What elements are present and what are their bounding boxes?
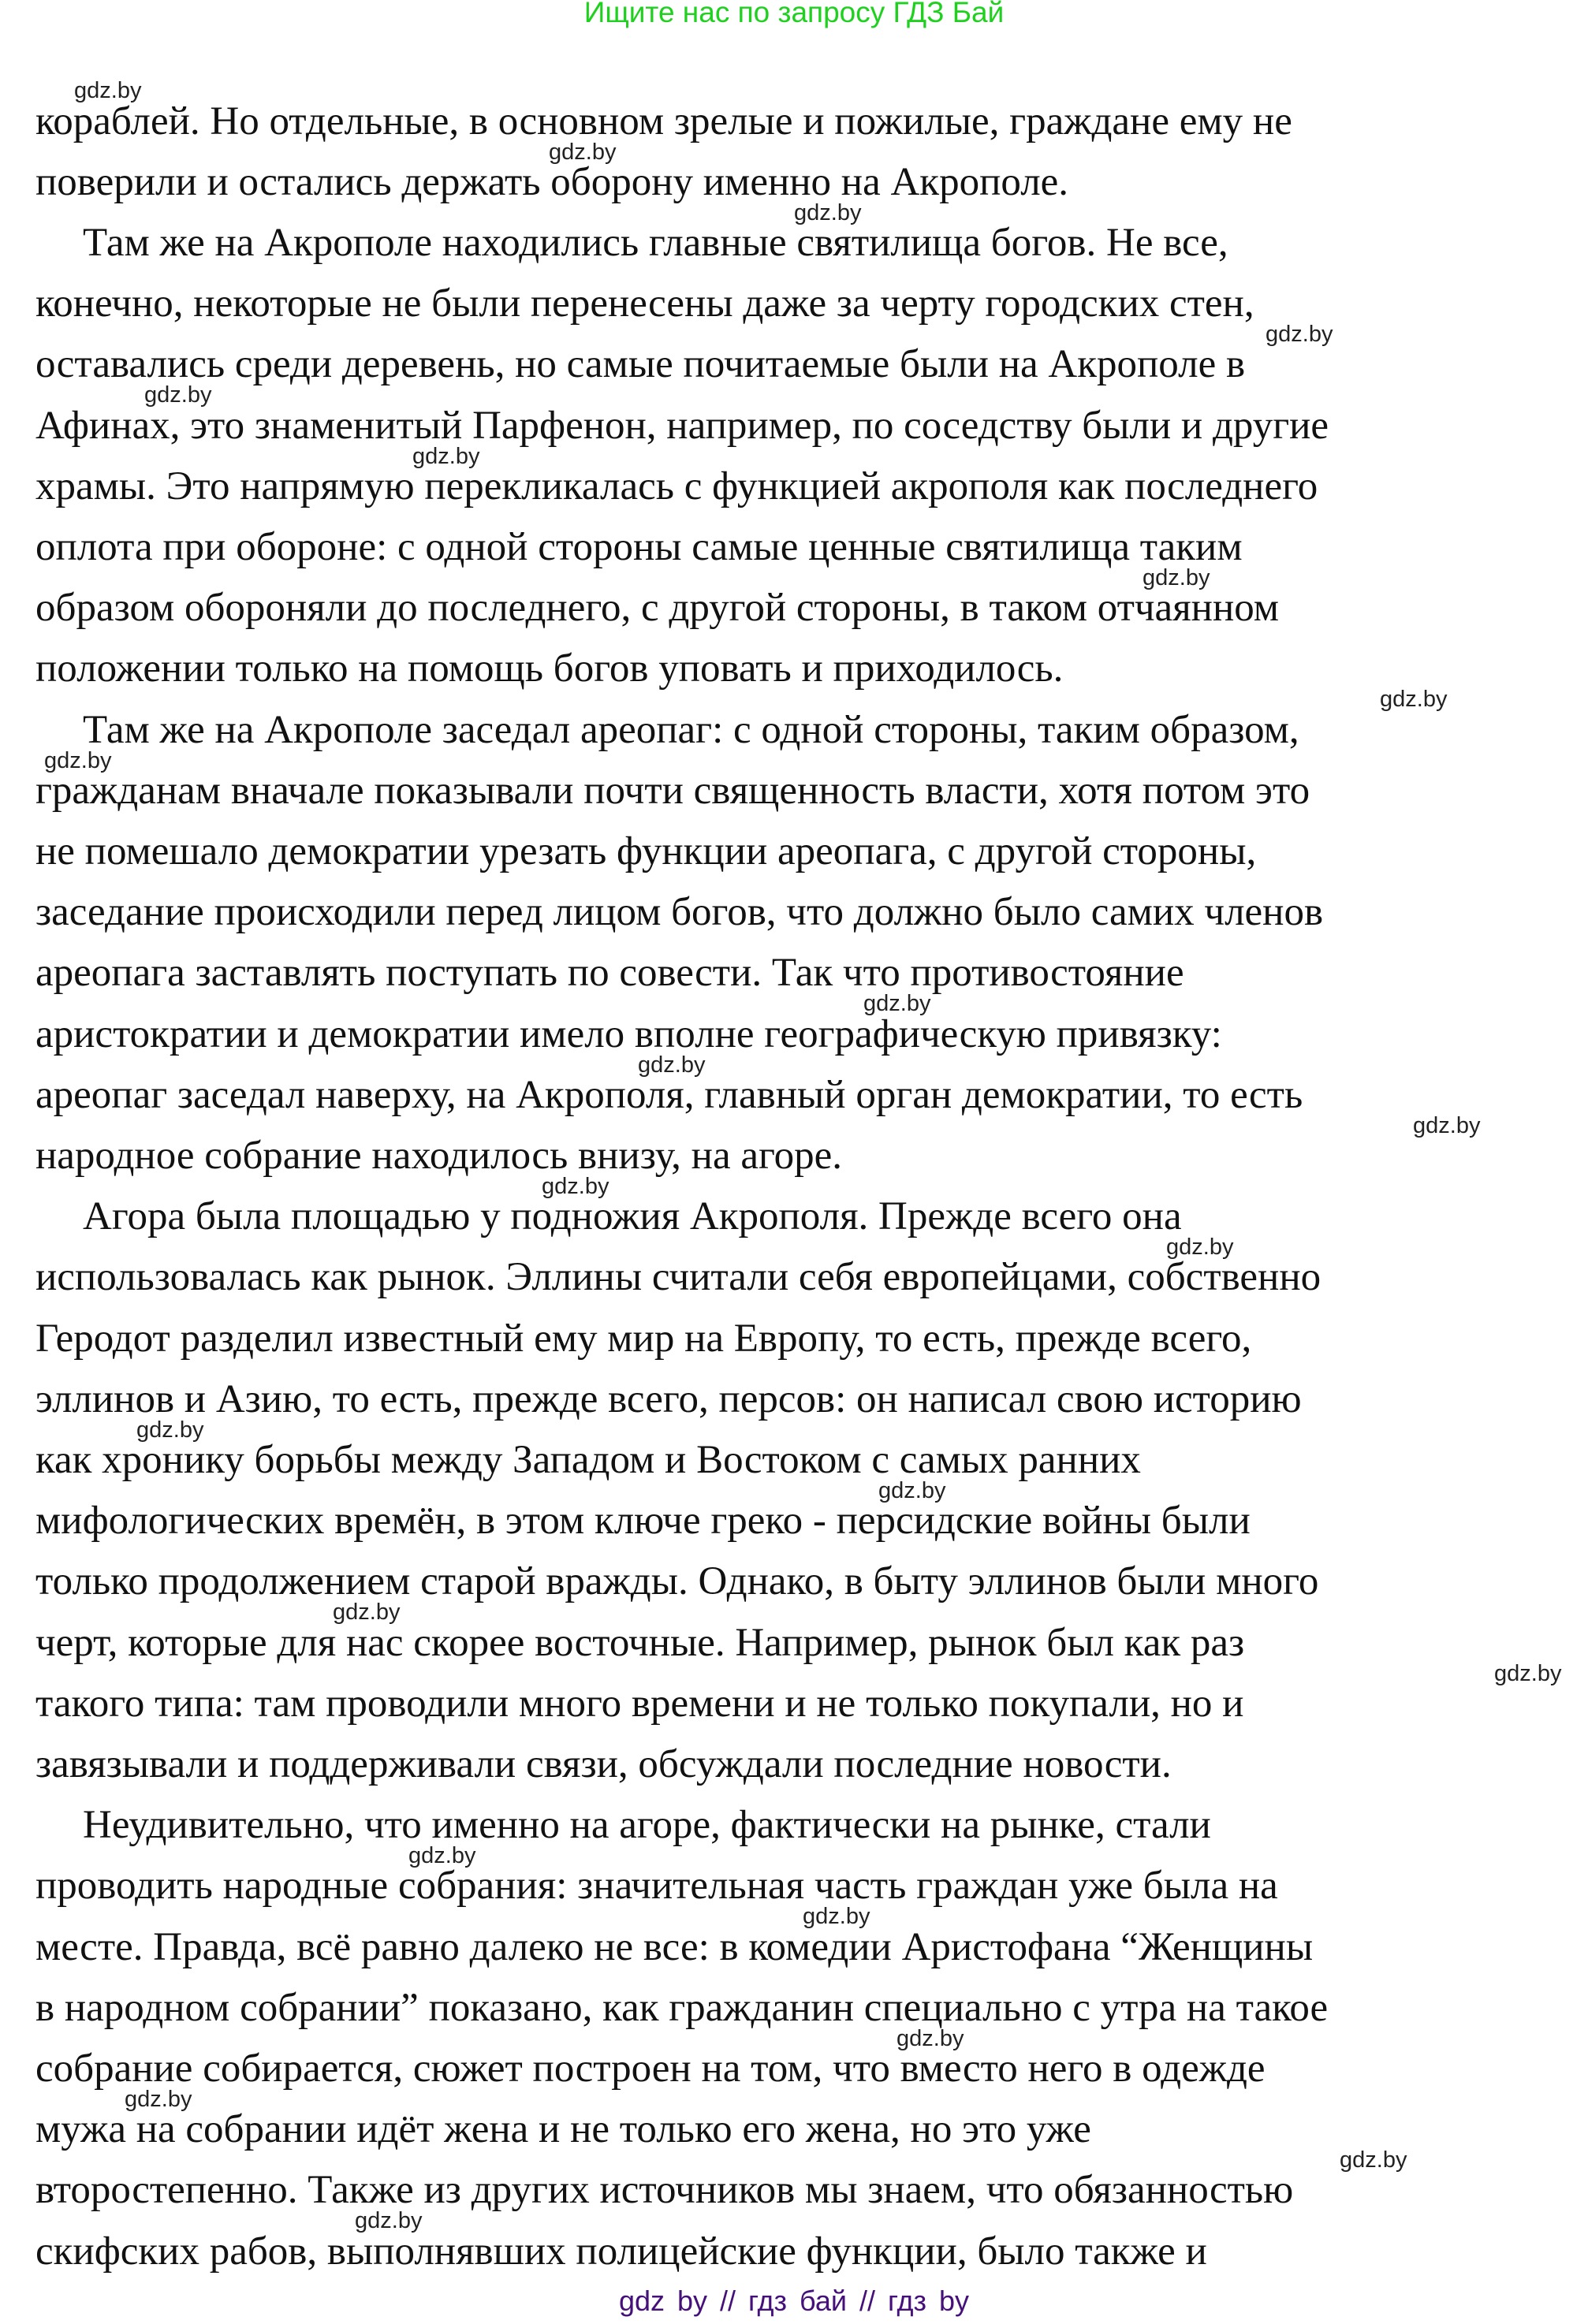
watermark-text: gdz.by xyxy=(794,199,862,225)
text-line: народное собрание находилось внизу, на агоре. xyxy=(35,1133,843,1178)
text-line: храмы. Это напрямую перекликалась с функцией акрополя как последнего xyxy=(35,464,1318,508)
text-line: скифских рабов, выполнявших полицейские функции, было также и xyxy=(35,2229,1207,2274)
search-banner: Ищите нас по запросу ГДЗ Бай xyxy=(583,0,1005,28)
text-line: как хронику борьбы между Западом и Востоком с самых ранних xyxy=(35,1437,1141,1482)
text-line: второстепенно. Также из других источников мы знаем, что обязанностью xyxy=(35,2168,1294,2213)
text-line: оплота при обороне: с одной стороны самые ценные святилища таким xyxy=(35,524,1243,569)
text-line: гражданам вначале показывали почти священность власти, хотя потом это xyxy=(35,768,1310,813)
text-line: завязывали и поддерживали связи, обсуждали последние новости. xyxy=(35,1741,1172,1786)
watermark-text: gdz.by xyxy=(1143,564,1210,590)
watermark-text: gdz.by xyxy=(1413,1112,1481,1138)
watermark-text: gdz.by xyxy=(333,1600,401,1626)
text-line: ареопага заставлять поступать по совести. Так что противостояние xyxy=(35,951,1184,996)
watermark-text: gdz.by xyxy=(1166,1235,1234,1261)
footer-watermark: gdz by // гдз бай // гдз by xyxy=(618,2285,970,2317)
text-line: мифологических времён, в этом ключе греко - персидские войны были xyxy=(35,1499,1251,1544)
watermark-text: gdz.by xyxy=(144,382,212,408)
text-line: положении только на помощь богов уповать и приходилось. xyxy=(35,646,1064,691)
text-line: оставались среди деревень, но самые почитаемые были на Акрополе в xyxy=(35,342,1246,387)
text-line: собрание собирается, сюжет построен на том, что вместо него в одежде xyxy=(35,2046,1266,2091)
watermark-text: gdz.by xyxy=(1340,2147,1407,2173)
watermark-text: gdz.by xyxy=(803,1904,870,1930)
watermark-text: gdz.by xyxy=(638,1052,706,1078)
text-line: Геродот разделил известный ему мир на Европу, то есть, прежде всего, xyxy=(35,1316,1252,1361)
text-line: эллинов и Азию, то есть, прежде всего, персов: он написал свою историю xyxy=(35,1376,1302,1421)
paragraph-first-line: Неудивительно, что именно на агоре, фактически на рынке, стали xyxy=(83,1803,1211,1848)
watermark-text: gdz.by xyxy=(74,78,142,104)
watermark-text: gdz.by xyxy=(542,1173,609,1199)
text-line: поверили и остались держать оборону именно на Акрополе. xyxy=(35,159,1069,204)
text-line: черт, которые для нас скорее восточные. Например, рынок был как раз xyxy=(35,1620,1245,1665)
text-line: проводить народные собрания: значительная часть граждан уже была на xyxy=(35,1864,1278,1909)
paragraph-first-line: Агора была площадью у подножия Акрополя. Прежде всего она xyxy=(83,1194,1182,1239)
text-line: мужа на собрании идёт жена и не только его жена, но это уже xyxy=(35,2107,1091,2152)
watermark-text: gdz.by xyxy=(1380,687,1448,713)
text-line: только продолжением старой вражды. Однако, в быту эллинов были много xyxy=(35,1559,1319,1604)
text-line: месте. Правда, всё равно далеко не все: в комедии Аристофана “Женщины xyxy=(35,1924,1314,1969)
watermark-text: gdz.by xyxy=(44,747,112,773)
watermark-text: gdz.by xyxy=(897,2025,964,2051)
watermark-text: gdz.by xyxy=(408,1843,476,1869)
watermark-text: gdz.by xyxy=(355,2208,423,2234)
text-line: в народном собрании” показано, как гражданин специально с утра на такое xyxy=(35,1985,1329,2030)
watermark-text: gdz.by xyxy=(412,443,480,469)
paragraph-first-line: Там же на Акрополе заседал ареопаг: с одной стороны, таким образом, xyxy=(83,707,1299,752)
text-line: не помешало демократии урезать функции ареопага, с другой стороны, xyxy=(35,829,1257,873)
watermark-text: gdz.by xyxy=(136,1417,204,1443)
text-line: образом обороняли до последнего, с другой стороны, в таком отчаянном xyxy=(35,586,1280,631)
text-line: такого типа: там проводили много времени и не только покупали, но и xyxy=(35,1681,1244,1726)
text-line: кораблей. Но отдельные, в основном зрелые и пожилые, граждане ему не xyxy=(35,99,1292,143)
watermark-text: gdz.by xyxy=(878,1477,946,1503)
text-line: Афинах, это знаменитый Парфенон, например, по соседству были и другие xyxy=(35,403,1329,448)
text-line: ареопаг заседал наверху, на Акрополя, главный орган демократии, то есть xyxy=(35,1072,1303,1117)
watermark-text: gdz.by xyxy=(1494,1660,1562,1686)
watermark-text: gdz.by xyxy=(863,991,931,1017)
text-line: использовалась как рынок. Эллины считали себя европейцами, собственно xyxy=(35,1255,1321,1300)
watermark-text: gdz.by xyxy=(1266,322,1333,348)
text-line: заседание происходили перед лицом богов, что должно было самих членов xyxy=(35,890,1324,935)
paragraph-first-line: Там же на Акрополе находились главные святилища богов. Не все, xyxy=(83,220,1228,265)
watermark-text: gdz.by xyxy=(549,139,617,165)
text-line: конечно, некоторые не были перенесены даже за черту городских стен, xyxy=(35,281,1254,326)
text-line: аристократии и демократии имело вполне географическую привязку: xyxy=(35,1011,1222,1056)
watermark-text: gdz.by xyxy=(125,2086,192,2112)
